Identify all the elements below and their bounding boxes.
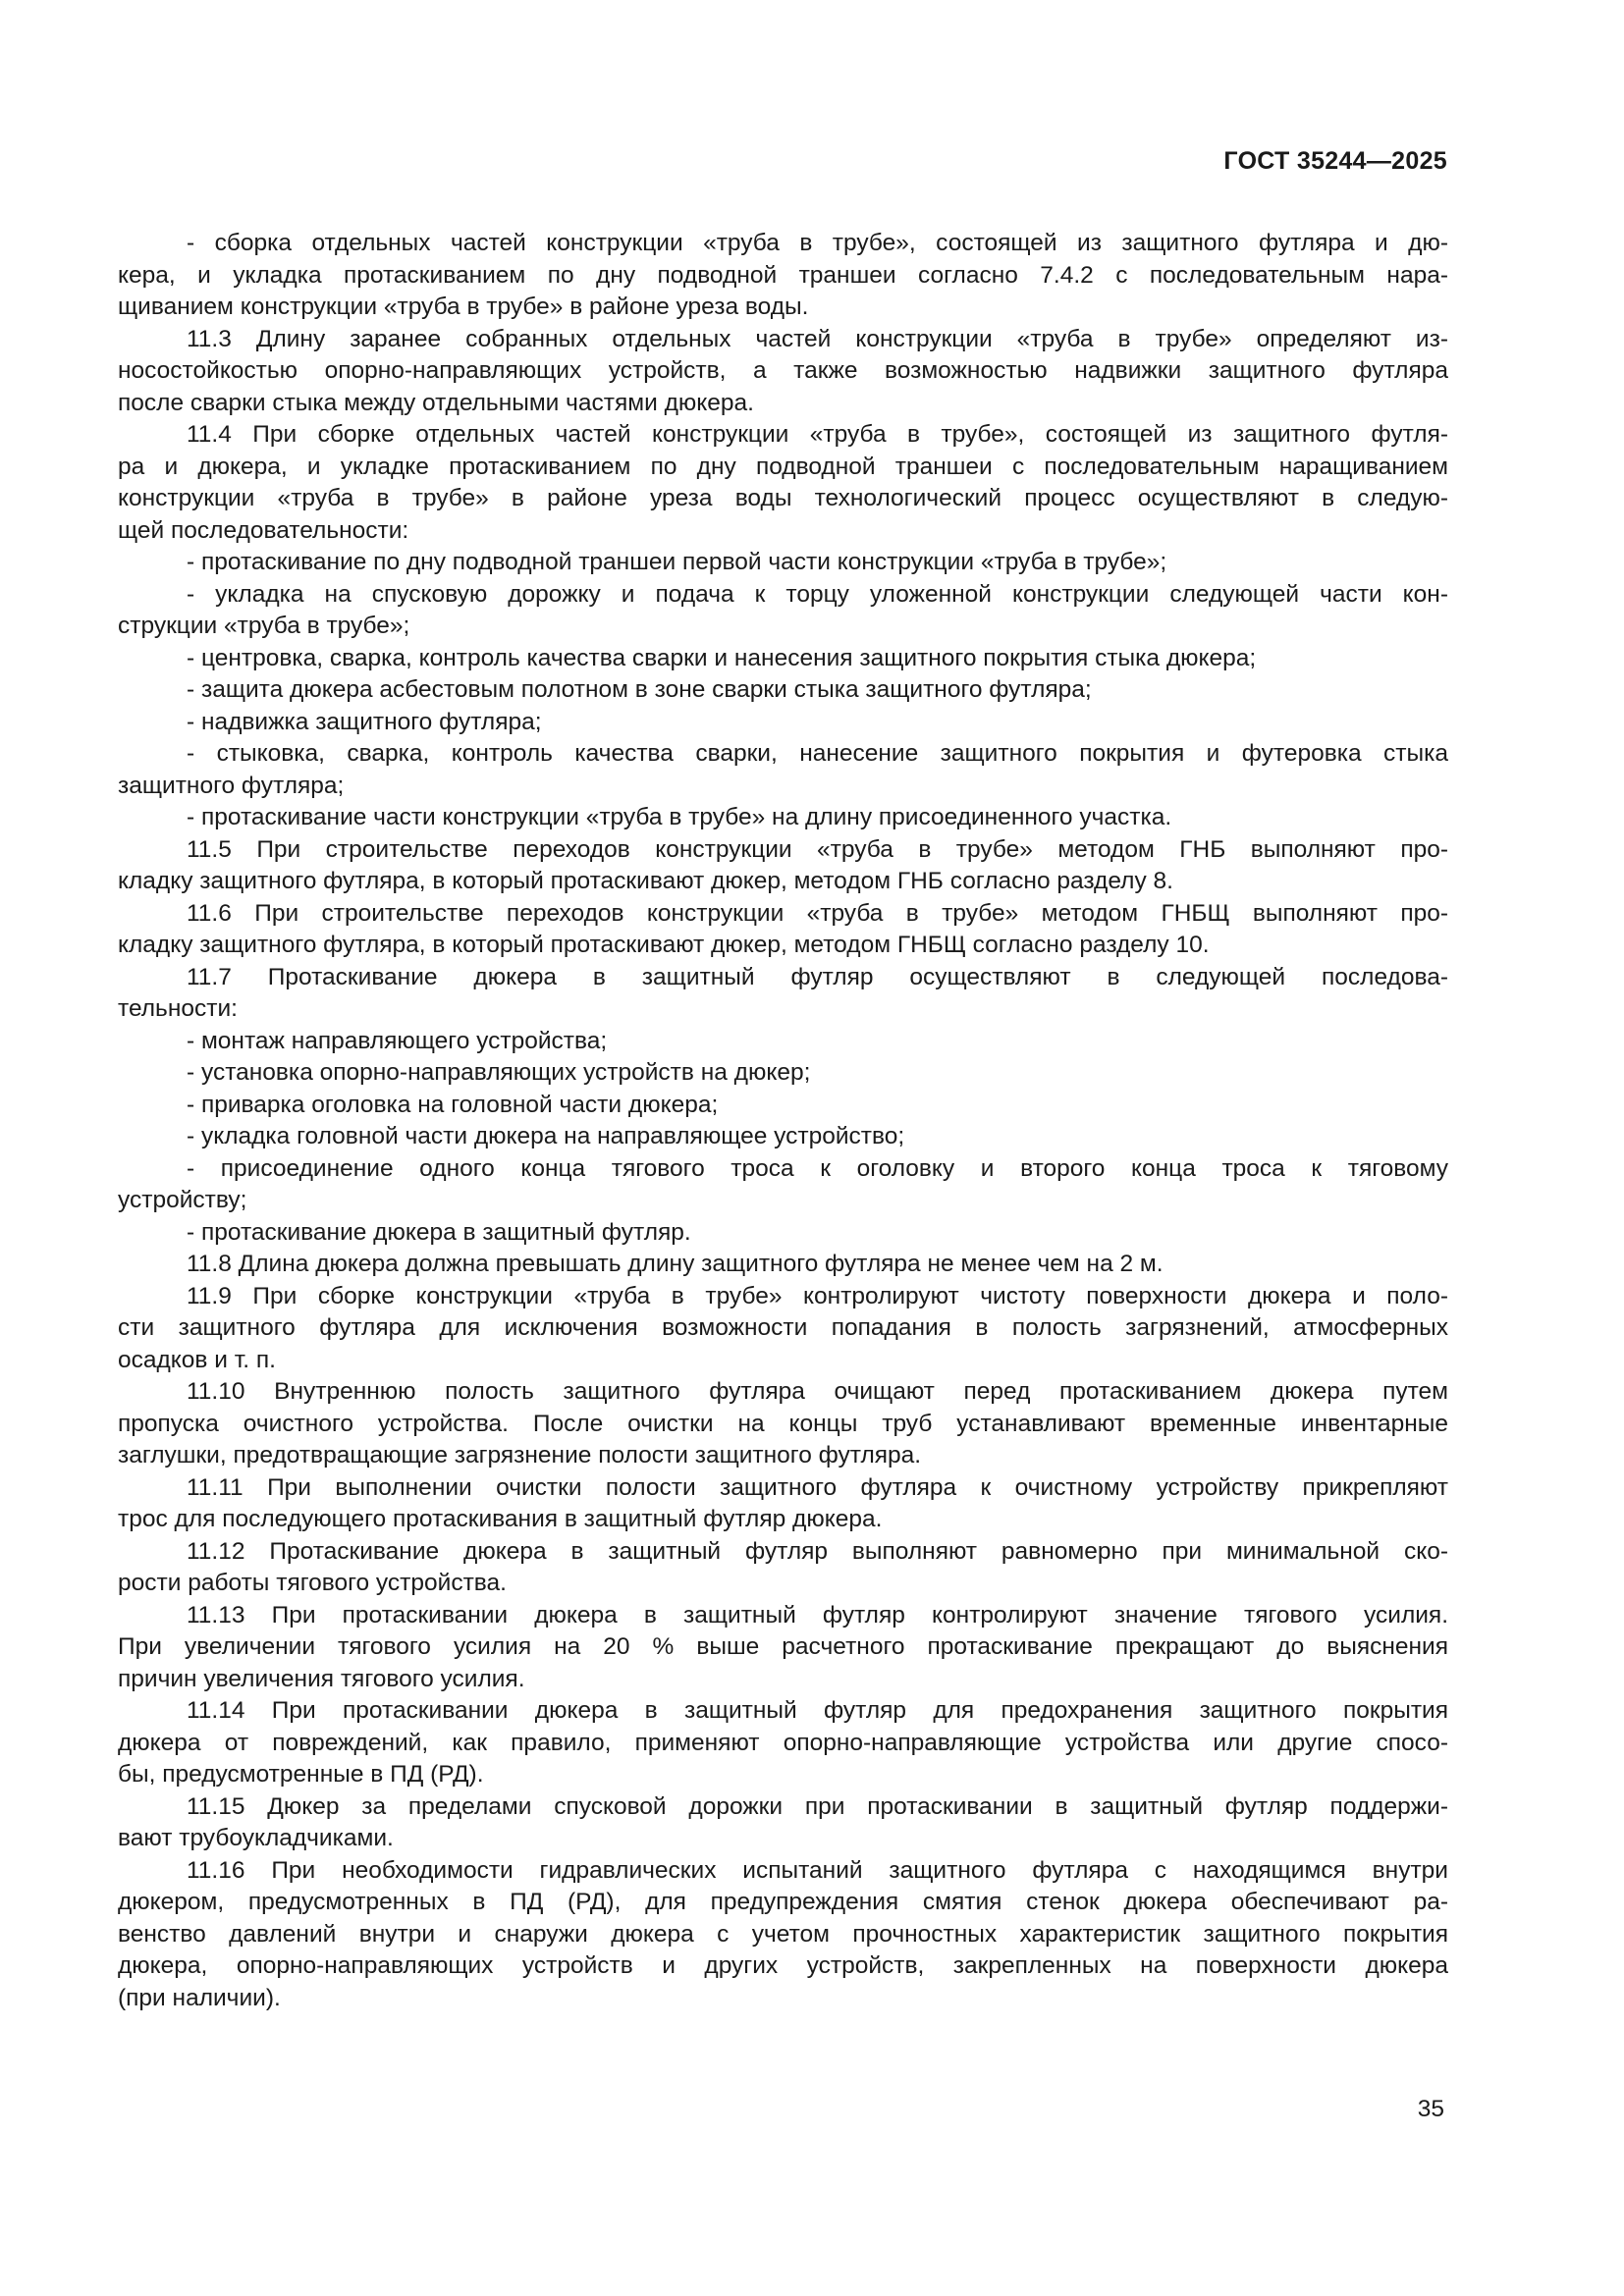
text-line: щей последовательности: <box>118 516 409 544</box>
text-line: венство давлений внутри и снаружи дюкера с учетом прочностных характеристик защитного покрытия <box>118 1920 1448 1948</box>
text-line: защитного футляра; <box>118 772 345 799</box>
text-line: трос для последующего протаскивания в защитный футляр дюкера. <box>118 1506 883 1532</box>
text-line: заглушки, предотвращающие загрязнение полости защитного футляра. <box>118 1442 922 1468</box>
text-line: рости работы тягового устройства. <box>118 1570 507 1596</box>
text-line: струкции «труба в трубе»; <box>118 613 410 639</box>
text-line: - сборка отдельных частей конструкции «труба в трубе», состоящей из защитного футляра и дю- <box>187 230 1448 256</box>
text-line: пропуска очистного устройства. После очистки на концы труб устанавливают временные инвентарные <box>118 1410 1448 1437</box>
text-line: 11.6 При строительстве переходов конструкции «труба в трубе» методом ГНБЩ выполняют про- <box>187 899 1448 927</box>
text-line: 11.13 При протаскивании дюкера в защитный футляр контролируют значение тягового усилия. <box>187 1601 1448 1629</box>
text-line: ра и дюкера, и укладке протаскиванием по дну подводной траншеи с последовательным наращиванием <box>118 453 1448 480</box>
text-line: 11.7 Протаскивание дюкера в защитный футляр осуществляют в следующей последова- <box>187 963 1448 990</box>
text-line: кера, и укладка протаскиванием по дну подводной траншеи согласно 7.4.2 с последовательным нара- <box>118 261 1448 289</box>
text-line: При увеличении тягового усилия на 20 % выше расчетного протаскивание прекращают до выяснения <box>118 1633 1448 1660</box>
text-line: - протаскивание дюкера в защитный футляр. <box>187 1218 691 1246</box>
text-line: - монтаж направляющего устройства; <box>187 1027 608 1054</box>
document-header-standard-id: ГОСТ 35244—2025 <box>1223 147 1447 175</box>
text-line: 11.11 При выполнении очистки полости защитного футляра к очистному устройству прикрепляют <box>187 1473 1448 1501</box>
text-line: - надвижка защитного футляра; <box>187 708 542 735</box>
text-line: - защита дюкера асбестовым полотном в зоне сварки стыка защитного футляра; <box>187 676 1092 703</box>
text-line: конструкции «труба в трубе» в районе уреза воды технологический процесс осуществляют в следую- <box>118 485 1448 511</box>
text-line: дюкером, предусмотренных в ПД (РД), для предупреждения смятия стенок дюкера обеспечивают ра- <box>118 1889 1448 1915</box>
text-line: - укладка головной части дюкера на направляющее устройство; <box>187 1123 905 1149</box>
text-line: 11.8 Длина дюкера должна превышать длину защитного футляра не менее чем на 2 м. <box>187 1251 1164 1277</box>
text-line: 11.12 Протаскивание дюкера в защитный футляр выполняют равномерно при минимальной ско- <box>187 1537 1448 1565</box>
text-line: - приварка оголовка на головной части дюкера; <box>187 1091 719 1118</box>
text-line: 11.10 Внутреннюю полость защитного футляра очищают перед протаскиванием дюкера путем <box>187 1378 1448 1405</box>
text-line: - протаскивание части конструкции «труба в трубе» на длину присоединенного участка. <box>187 804 1172 830</box>
text-line: дюкера, опорно-направляющих устройств и других устройств, закрепленных на поверхности дюкера <box>118 1952 1448 1979</box>
text-line: устройству; <box>118 1187 247 1213</box>
text-line: 11.9 При сборке конструкции «труба в трубе» контролируют чистоту поверхности дюкера и поло- <box>187 1282 1448 1309</box>
text-line: - протаскивание по дну подводной траншеи первой части конструкции «труба в трубе»; <box>187 549 1167 575</box>
text-line: - установка опорно-направляющих устройств на дюкер; <box>187 1059 811 1086</box>
text-line: 11.16 При необходимости гидравлических испытаний защитного футляра с находящимся внутри <box>187 1856 1448 1884</box>
text-line: 11.3 Длину заранее собранных отдельных частей конструкции «труба в трубе» определяют из- <box>187 325 1448 352</box>
text-line: после сварки стыка между отдельными частями дюкера. <box>118 389 754 416</box>
text-line: - центровка, сварка, контроль качества сварки и нанесения защитного покрытия стыка дюкера; <box>187 644 1257 671</box>
document-body <box>118 228 1448 2014</box>
text-line: 11.4 При сборке отдельных частей конструкции «труба в трубе», состоящей из защитного футля- <box>187 421 1448 448</box>
text-line: - присоединение одного конца тягового троса к оголовку и второго конца троса к тяговому <box>187 1154 1448 1182</box>
text-line: вают трубоукладчиками. <box>118 1825 394 1851</box>
text-line: носостойкостью опорно-направляющих устройств, а также возможностью надвижки защитного футляра <box>118 357 1448 384</box>
text-line: сти защитного футляра для исключения возможности попадания в полость загрязнений, атмосферных <box>118 1314 1448 1341</box>
text-line: причин увеличения тягового усилия. <box>118 1665 525 1692</box>
text-line: кладку защитного футляра, в который протаскивают дюкер, методом ГНБЩ согласно разделу 10. <box>118 932 1210 958</box>
text-line: - стыковка, сварка, контроль качества сварки, нанесение защитного покрытия и футеровка стыка <box>187 740 1448 767</box>
text-line: осадков и т. п. <box>118 1346 276 1373</box>
text-line: 11.14 При протаскивании дюкера в защитный футляр для предохранения защитного покрытия <box>187 1697 1448 1724</box>
page-number: 35 <box>1417 2096 1444 2122</box>
text-line: кладку защитного футляра, в который протаскивают дюкер, методом ГНБ согласно разделу 8. <box>118 868 1173 894</box>
text-line: тельности: <box>118 995 238 1022</box>
text-line: (при наличии). <box>118 1984 281 2011</box>
text-line: бы, предусмотренные в ПД (РД). <box>118 1761 484 1788</box>
text-line: - укладка на спусковую дорожку и подача к торцу уложенной конструкции следующей части кон- <box>187 580 1448 608</box>
text-line: щиванием конструкции «труба в трубе» в районе уреза воды. <box>118 294 809 320</box>
text-line: 11.15 Дюкер за пределами спусковой дорожки при протаскивании в защитный футляр поддержи- <box>187 1792 1448 1820</box>
text-line: 11.5 При строительстве переходов конструкции «труба в трубе» методом ГНБ выполняют про- <box>187 835 1448 863</box>
text-line: дюкера от повреждений, как правило, применяют опорно-направляющие устройства или другие спосо- <box>118 1729 1448 1756</box>
